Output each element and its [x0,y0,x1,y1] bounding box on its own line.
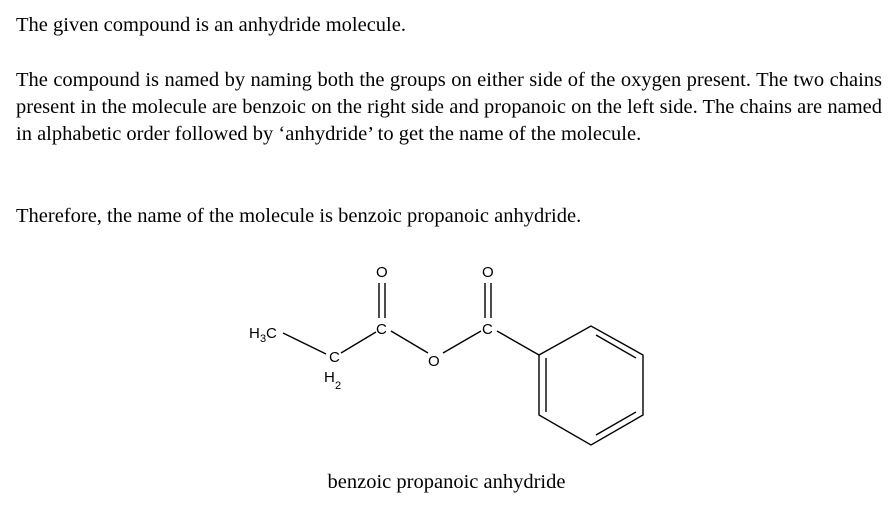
methyl-subscript: 3 [260,333,267,345]
right-carbonyl-c-label: C [482,321,493,338]
conclusion-paragraph: Therefore, the name of the molecule is benzoic propanoic anhydride. [16,205,582,227]
oxygen-right-carbonyl-bond [443,331,481,353]
methylene-h-label: H [324,369,335,386]
carbonyl-ring-bond [497,331,539,355]
methyl-h-label: H [249,325,260,342]
structure-caption: benzoic propanoic anhydride [327,471,566,493]
explanation-paragraph: The compound is named by naming both the groups on either side of the oxygen present. The two chains present in the molecule are benzoic on the right side and propanoic on the left side. The chains are named in alphabetic order followed by ‘anhydride’ to get the name of the molecule. [16,69,882,145]
left-carbonyl-o-label: O [376,264,388,281]
benzene-inner-bond-1 [596,335,636,358]
methylene-subscript: 2 [335,380,342,392]
left-carbonyl-c-label: C [376,321,387,338]
methylene-carbonyl-bond [341,332,376,353]
benzene-inner-bond-2 [596,412,636,435]
methyl-methylene-bond [283,333,326,354]
benzene-ring [539,326,643,445]
right-carbonyl-o-label: O [482,264,494,281]
methylene-c-label: C [329,349,340,366]
left-carbonyl-oxygen-bond [391,331,428,353]
methyl-c-label: C [266,325,277,342]
intro-paragraph: The given compound is an anhydride molecule. [16,14,406,36]
bridge-o-label: O [428,353,440,370]
